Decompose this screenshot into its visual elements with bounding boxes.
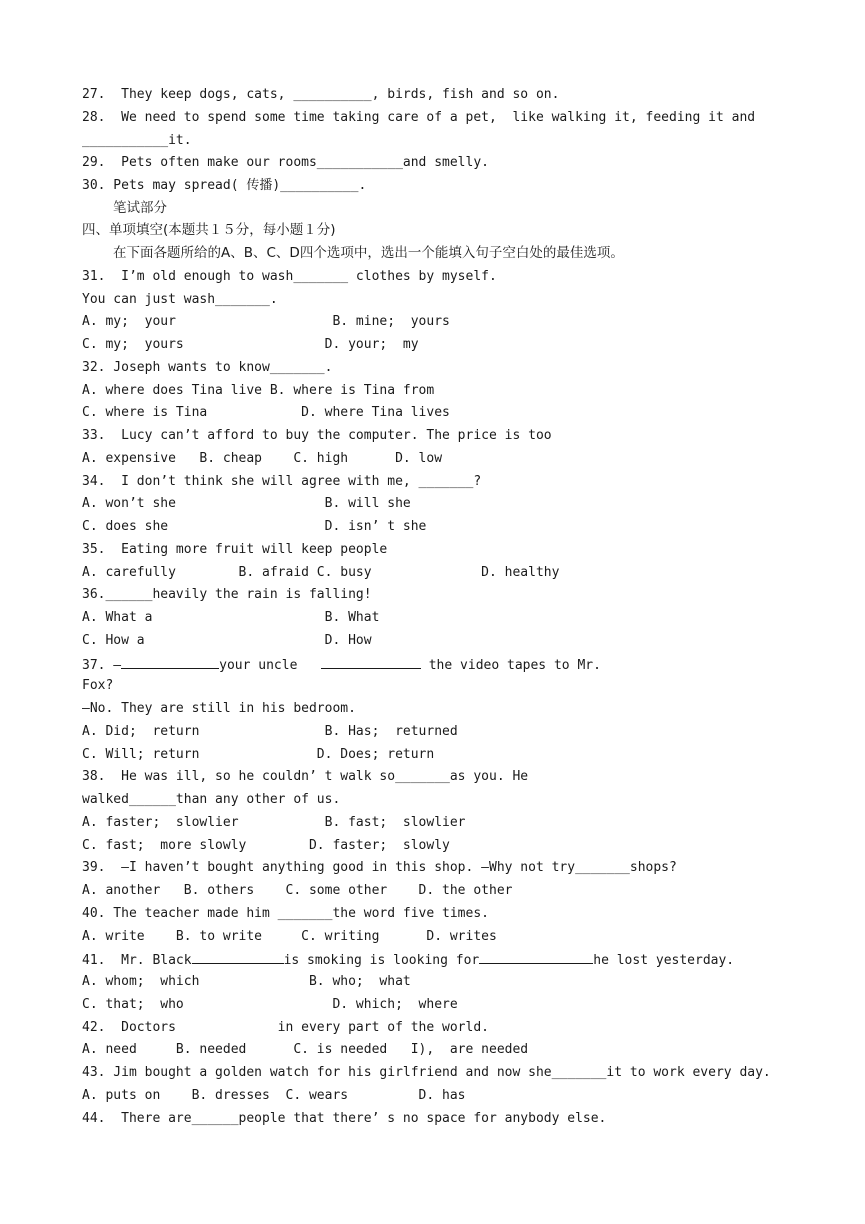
question-44: 44. There are______people that there’ s no space for anybody else. xyxy=(82,1111,607,1126)
options-33: A. expensive B. cheap C. high D. low xyxy=(82,451,443,466)
blank-line xyxy=(192,951,284,964)
options-36-ab: A. What a B. What xyxy=(82,610,380,625)
options-34-ab: A. won’t she B. will she xyxy=(82,496,411,511)
options-38-cd: C. fast; more slowly D. faster; slowly xyxy=(82,838,450,853)
question-34: 34. I don’t think she will agree with me, _______? xyxy=(82,474,482,489)
question-29: 29. Pets often make our rooms___________and smelly. xyxy=(82,155,489,170)
options-41-ab: A. whom; which B. who; what xyxy=(82,974,411,989)
question-37-continued: Fox? xyxy=(82,678,114,693)
section-heading-written: 笔试部分 xyxy=(113,200,167,216)
blank-line xyxy=(321,656,421,669)
question-33: 33. Lucy can’t afford to buy the computer. The price is too xyxy=(82,428,552,443)
question-36: 36.______heavily the rain is falling! xyxy=(82,587,372,602)
question-41-end: he lost yesterday. xyxy=(593,953,735,968)
question-30: 30. Pets may spread( 传播)__________. xyxy=(82,178,367,193)
options-32-ab: A. where does Tina live B. where is Tina from xyxy=(82,383,435,398)
blank-line xyxy=(479,951,593,964)
options-36-cd: C. How a D. How xyxy=(82,633,372,648)
question-41-start: 41. Mr. Black xyxy=(82,953,192,968)
question-28-continued: ___________it. xyxy=(82,133,192,148)
question-32: 32. Joseph wants to know_______. xyxy=(82,360,333,375)
options-42: A. need B. needed C. is needed I), are needed xyxy=(82,1042,529,1057)
question-37-end: the video tapes to Mr. xyxy=(428,658,601,673)
question-37-start: 37. — xyxy=(82,658,122,673)
question-31: 31. I’m old enough to wash_______ clothes by myself. xyxy=(82,269,497,284)
options-43: A. puts on B. dresses C. wears D. has xyxy=(82,1088,466,1103)
question-27: 27. They keep dogs, cats, __________, birds, fish and so on. xyxy=(82,87,560,102)
question-41 xyxy=(82,951,734,969)
question-41-mid: is smoking is looking for xyxy=(283,953,480,968)
options-38-ab: A. faster; slowlier B. fast; slowlier xyxy=(82,815,466,830)
question-40: 40. The teacher made him _______the word five times. xyxy=(82,906,489,921)
options-34-cd: C. does she D. isn’ t she xyxy=(82,519,427,534)
options-39: A. another B. others C. some other D. the other xyxy=(82,883,513,898)
section-heading-four: 四、单项填空(本题共１５分，每小题１分) xyxy=(82,222,336,238)
options-35: A. carefully B. afraid C. busy D. healthy xyxy=(82,565,560,580)
question-37-answer: —No. They are still in his bedroom. xyxy=(82,701,356,716)
question-39: 39. —I haven’t bought anything good in this shop. —Why not try_______shops? xyxy=(82,860,677,875)
options-37-ab: A. Did; return B. Has; returned xyxy=(82,724,458,739)
question-43: 43. Jim bought a golden watch for his girlfriend and now she_______it to work every day. xyxy=(82,1065,771,1080)
options-41-cd: C. that; who D. which; where xyxy=(82,997,458,1012)
options-31-cd: C. my; yours D. your; my xyxy=(82,337,419,352)
question-42: 42. Doctors in every part of the world. xyxy=(82,1020,489,1035)
options-40: A. write B. to write C. writing D. writes xyxy=(82,929,497,944)
options-37-cd: C. Will; return D. Does; return xyxy=(82,747,435,762)
question-31-continued: You can just wash_______. xyxy=(82,292,278,307)
section-instructions: 在下面各题所给的A、B、C、D四个选项中，选出一个能填入句子空白处的最佳选项。 xyxy=(113,245,624,261)
question-37-mid: your uncle xyxy=(219,658,298,673)
question-35: 35. Eating more fruit will keep people xyxy=(82,542,388,557)
options-31-ab: A. my; your B. mine; yours xyxy=(82,314,450,329)
question-38: 38. He was ill, so he couldn’ t walk so_______as you. He xyxy=(82,769,529,784)
question-28: 28. We need to spend some time taking care of a pet, like walking it, feeding it and xyxy=(82,110,756,125)
options-32-cd: C. where is Tina D. where Tina lives xyxy=(82,405,450,420)
question-38-continued: walked______than any other of us. xyxy=(82,792,341,807)
blank-line xyxy=(121,656,219,669)
question-37 xyxy=(82,656,601,674)
